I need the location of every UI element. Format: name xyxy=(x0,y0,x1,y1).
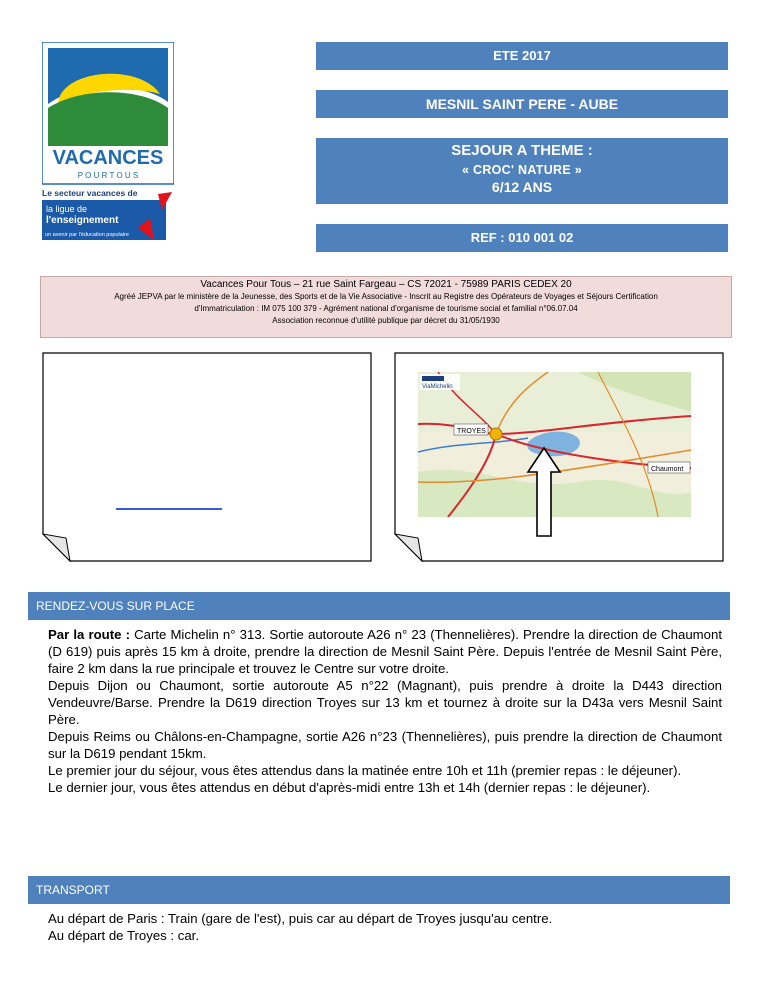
age-range: 6/12 ANS xyxy=(491,179,553,195)
partner-line2: l'enseignement xyxy=(46,215,119,226)
route-label: Par la route : xyxy=(48,627,130,642)
partner-tagline: un avenir par l'éducation populaire xyxy=(45,232,129,238)
rdv-paragraph: Le dernier jour, vous êtes attendus en début d'après-midi entre 13h et 14h (dernier repas : le déjeuner). xyxy=(48,780,651,795)
map-city-troyes: TROYES xyxy=(457,428,486,435)
rdv-directions xyxy=(48,626,722,796)
rdv-route-text: Carte Michelin n° 313. Sortie autoroute A26 n° 23 (Thennelières). Prendre la direction de Chaumont (D 619) puis après 15 km à droite, prendre la direction de Mesnil Saint Père. Depuis l'entrée de Mesnil Saint Père, faire 2 km dans la rue principale et trouvez le Centre sur votre droite. xyxy=(48,627,722,676)
empty-link-underline[interactable] xyxy=(116,508,222,510)
map-brand: ViaMichelin xyxy=(422,384,453,390)
organisation-status: Association reconnue d'utilité publique par décret du 31/05/1930 xyxy=(272,316,500,325)
rdv-paragraph: Le premier jour du séjour, vous êtes attendus dans la matinée entre 10h et 11h (premier repas : le déjeuner). xyxy=(48,763,682,778)
section-heading-transport: TRANSPORT xyxy=(28,876,730,904)
map-city-chaumont: Chaumont xyxy=(651,466,684,473)
organisation-agreement: Agréé JEPVA par le ministère de la Jeunesse, des Sports et de la Vie Associative - Inscrit au Registre des Opérateurs de Voyages et Séjours Certification xyxy=(114,292,658,301)
brand-text: VACANCES xyxy=(52,147,164,169)
organisation-address: Vacances Pour Tous – 21 rue Saint Fargeau – CS 72021 - 75989 PARIS CEDEX 20 xyxy=(200,279,572,290)
photo-placeholder-frame xyxy=(42,352,372,562)
transport-info xyxy=(48,910,722,944)
vacances-pour-tous-logo xyxy=(42,42,174,242)
rdv-paragraph: Depuis Reims ou Châlons-en-Champagne, sortie A26 n°23 (Thennelières), puis prendre la direction de Chaumont sur la D619 pendant 15km. xyxy=(48,729,722,761)
transport-paragraph: Au départ de Paris : Train (gare de l'est), puis car au départ de Troyes jusqu'au centre. xyxy=(48,911,553,926)
location-banner: MESNIL SAINT PERE - AUBE xyxy=(316,90,728,118)
brand-subtext: P O U R T O U S xyxy=(77,171,139,180)
rdv-paragraph: Depuis Dijon ou Chaumont, sortie autoroute A5 n°22 (Magnant), puis prendre à droite la D443 direction Vendeuvre/Barse. Prendre la D619 direction Troyes sur 13 km et tournez à droite sur la D43a vers Mesnil Saint Père. xyxy=(48,678,722,727)
theme-banner xyxy=(316,138,728,204)
reference-banner: REF : 010 001 02 xyxy=(316,224,728,252)
partner-intro: Le secteur vacances de xyxy=(42,188,138,198)
rdv-paragraph xyxy=(48,626,722,677)
organisation-registration: d'Immatriculation : IM 075 100 379 - Agrément national d'organisme de tourisme social et familial n°06.07.04 xyxy=(194,304,578,313)
season-banner: ETE 2017 xyxy=(316,42,728,70)
section-heading-rdv: RENDEZ-VOUS SUR PLACE xyxy=(28,592,730,620)
transport-paragraph: Au départ de Troyes : car. xyxy=(48,928,200,943)
theme-name: « CROC' NATURE » xyxy=(461,163,583,177)
location-arrow-icon xyxy=(526,446,562,538)
organisation-info-box xyxy=(40,276,732,338)
partner-line1: la ligue de xyxy=(46,204,88,214)
theme-title: SEJOUR A THEME : xyxy=(451,142,593,159)
